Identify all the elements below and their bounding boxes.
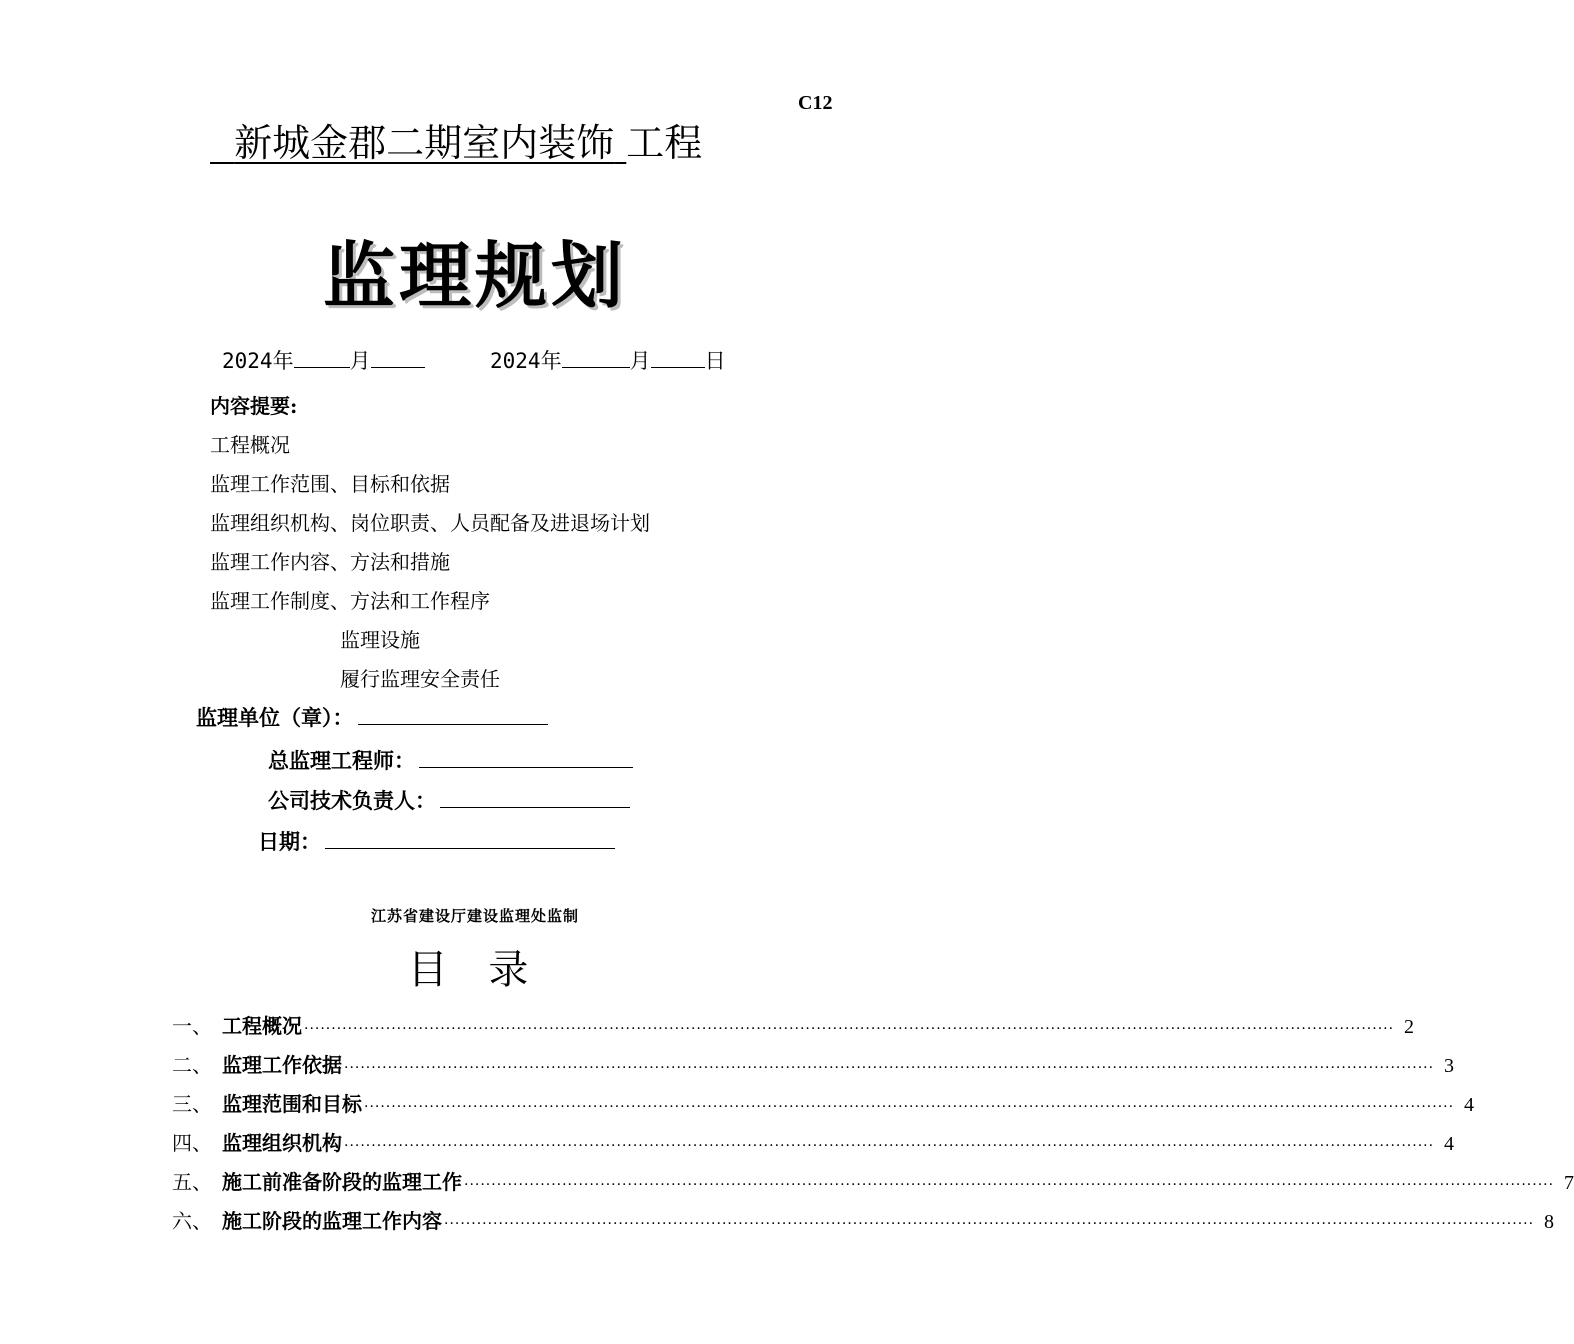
project-name — [210, 121, 626, 165]
toc-entry[interactable] — [172, 1088, 1475, 1116]
start-date — [222, 345, 425, 375]
tech-lead-field[interactable] — [440, 787, 630, 808]
toc-entry-label: 施工阶段的监理工作内容 — [222, 1209, 442, 1233]
end-day-unit: 日 — [704, 349, 726, 373]
toc-entry[interactable] — [172, 1127, 1455, 1155]
end-year: 2024 — [490, 349, 541, 373]
toc-title: 目 录 — [407, 947, 543, 993]
start-year: 2024 — [222, 349, 273, 373]
toc-entry-number: 一、 — [172, 1014, 212, 1038]
start-month-blank[interactable] — [294, 347, 350, 368]
summary-item: 工程概况 — [210, 433, 290, 457]
summary-item: 监理组织机构、岗位职责、人员配备及进退场计划 — [210, 511, 650, 535]
toc-entry-label: 工程概况 — [222, 1014, 302, 1038]
start-day-blank[interactable] — [371, 347, 425, 368]
toc-entry[interactable] — [172, 1049, 1455, 1077]
summary-item: 监理工作内容、方法和措施 — [210, 550, 450, 574]
project-suffix: 工程 — [626, 121, 703, 165]
date-field[interactable] — [325, 828, 615, 849]
end-date — [490, 345, 726, 375]
summary-item: 履行监理安全责任 — [340, 667, 500, 691]
toc-entry[interactable] — [172, 1010, 1415, 1038]
end-day-blank[interactable] — [651, 347, 705, 368]
toc-leader-dots: ········································································································································································································ — [304, 1021, 1395, 1037]
toc-entry-label: 施工前准备阶段的监理工作 — [222, 1170, 462, 1194]
document-code: C12 — [798, 92, 833, 114]
end-month-blank[interactable] — [562, 347, 630, 368]
toc-entry-page: 8 — [1544, 1211, 1555, 1233]
toc-entry-label: 监理范围和目标 — [222, 1092, 362, 1116]
summary-item: 监理工作范围、目标和依据 — [210, 472, 450, 496]
summary-item: 监理设施 — [340, 628, 420, 652]
toc-leader-dots: ········································································································································································································ — [344, 1060, 1435, 1076]
project-title — [210, 112, 702, 167]
summary-label: 内容提要: — [210, 394, 298, 418]
start-month-unit: 月 — [349, 349, 371, 373]
tech-lead-row — [268, 785, 630, 815]
main-title: 监理规划 — [322, 234, 627, 318]
toc-leader-dots: ········································································································································································································ — [464, 1177, 1555, 1193]
date-row — [258, 826, 615, 856]
toc-entry-page: 7 — [1564, 1172, 1574, 1194]
toc-entry-number: 二、 — [172, 1053, 212, 1077]
toc-entry[interactable] — [172, 1205, 1555, 1233]
toc-entry[interactable] — [172, 1166, 1574, 1194]
toc-entry-number: 三、 — [172, 1092, 212, 1116]
chief-engineer-label: 总监理工程师： — [268, 749, 415, 773]
start-year-unit: 年 — [272, 349, 294, 373]
signature-unit-row — [196, 702, 548, 732]
toc-entry-number: 六、 — [172, 1209, 212, 1233]
issuer: 江苏省建设厅建设监理处监制 — [370, 907, 579, 925]
end-month-unit: 月 — [629, 349, 651, 373]
toc-leader-dots: ········································································································································································································ — [444, 1216, 1535, 1232]
signature-unit-label: 监理单位（章）： — [196, 706, 354, 730]
toc-entry-label: 监理组织机构 — [222, 1131, 342, 1155]
chief-engineer-row — [268, 745, 633, 775]
chief-engineer-field[interactable] — [419, 747, 633, 768]
toc-entry-number: 五、 — [172, 1170, 212, 1194]
toc-entry-page: 2 — [1404, 1016, 1415, 1038]
toc-entry-page: 4 — [1464, 1094, 1475, 1116]
toc-entry-label: 监理工作依据 — [222, 1053, 342, 1077]
date-label: 日期： — [258, 830, 321, 854]
end-year-unit: 年 — [540, 349, 562, 373]
summary-item: 监理工作制度、方法和工作程序 — [210, 589, 490, 613]
tech-lead-label: 公司技术负责人： — [268, 789, 436, 813]
toc-leader-dots: ········································································································································································································ — [344, 1138, 1435, 1154]
toc-entry-page: 4 — [1444, 1133, 1455, 1155]
signature-unit-field[interactable] — [358, 704, 548, 725]
toc-entry-number: 四、 — [172, 1131, 212, 1155]
toc-entry-page: 3 — [1444, 1055, 1455, 1077]
toc-leader-dots: ········································································································································································································ — [364, 1099, 1455, 1115]
project-name-text: 新城金郡二期室内装饰 — [234, 121, 615, 165]
